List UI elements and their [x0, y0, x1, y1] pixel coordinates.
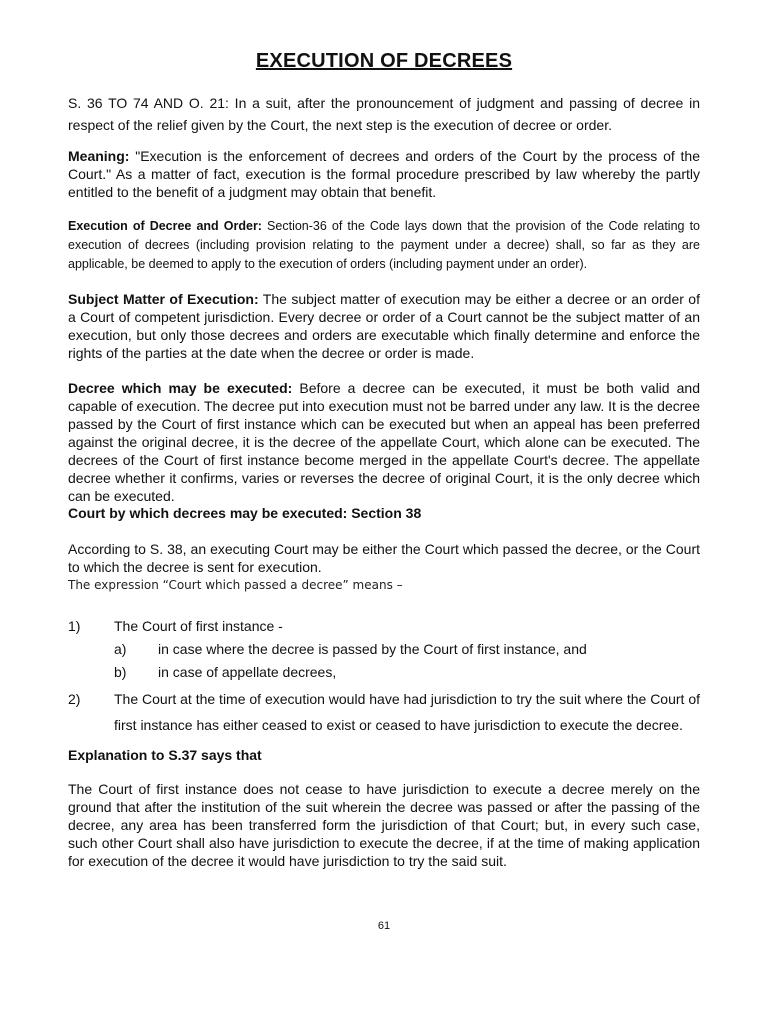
expression-paragraph: The expression “Court which passed a decree” means – [68, 578, 403, 592]
list-number: b) [114, 664, 127, 680]
explanation-heading [68, 746, 700, 764]
meaning-paragraph [68, 147, 700, 201]
court-heading [68, 504, 700, 522]
list-text: The Court of first instance - [114, 618, 283, 634]
court-paragraph: According to S. 38, an executing Court may be either the Court which passed the decree, or the Court to which the decree is sent for execution. [68, 541, 700, 575]
subject-matter-text: The subject matter of execution may be either a decree or an order of a Court of competent jurisdiction. Every decree or order of a Court cannot be the subject matter of an execution, but only those decrees and orders are executable which finally determine and enforce the rights of the parties at the date when the decree or order is made. [68, 291, 700, 361]
list-number: a) [114, 641, 127, 657]
decree-executed-text: Before a decree can be executed, it must be both valid and capable of execution. The decree put into execution must not be barred under any law. It is the decree passed by the Court of first instance which can be executed but when an appeal has been preferred against the original decree, it is the decree of the appellate Court, which alone can be executed. The decrees of the Court of first instance become merged in the appellate Court's decree. The appellate decree whether it confirms, varies or reverses the decree of original Court, it is the only decree which can be executed. [68, 380, 700, 504]
decree-executed-heading: Decree which may be executed: [68, 380, 293, 396]
explanation-paragraph: The Court of first instance does not cease to have jurisdiction to execute a decree merely on the ground that after the institution of the suit wherein the decree was passed or after the passing of the decree, any area has been transferred form the jurisdiction of that Court; but, in every such case, such other Court shall also have jurisdiction to execute the decree, if at the time of making application for execution of the decree it would have jurisdiction to try the said suit. [68, 781, 700, 869]
meaning-heading: Meaning: [68, 148, 130, 164]
intro-paragraph: S. 36 TO 74 AND O. 21: In a suit, after the pronouncement of judgment and passing of decree in respect of the relief given by the Court, the next step is the execution of decree or order. [68, 95, 700, 133]
decree-order-heading: Execution of Decree and Order: [68, 219, 262, 233]
meaning-text: "Execution is the enforcement of decrees and orders of the Court by the process of the Court." As a matter of fact, execution is the formal procedure prescribed by law whereby the partly entitled to the benefit of a judgment may obtain that benefit. [68, 148, 700, 200]
decree-order-paragraph [68, 217, 700, 274]
subject-matter-heading: Subject Matter of Execution: [68, 291, 259, 307]
subject-matter-paragraph [68, 290, 700, 362]
list-text: in case of appellate decrees, [158, 664, 337, 680]
list-number: 1) [68, 618, 81, 634]
list-number: 2) [68, 691, 81, 707]
decree-order-text: Section-36 of the Code lays down that the provision of the Code relating to execution of decrees (including provision relating to the payment under a decree) shall, so far as they are applicable, be deemed to apply to the execution of orders (including payment under an order). [68, 219, 700, 271]
page-title: EXECUTION OF DECREES [255, 50, 513, 72]
list-text: The Court at the time of execution would have had jurisdiction to try the suit where the Court of first instance has either ceased to exist or ceased to have jurisdiction to execute the decree. [114, 691, 700, 733]
page-number: 61 [377, 920, 391, 932]
explanation-heading-text: Explanation to S.37 says that [68, 747, 262, 763]
list-text: in case where the decree is passed by the Court of first instance, and [158, 641, 587, 657]
decree-executed-paragraph [68, 379, 700, 505]
court-heading-text: Court by which decrees may be executed: Section 38 [68, 505, 422, 521]
